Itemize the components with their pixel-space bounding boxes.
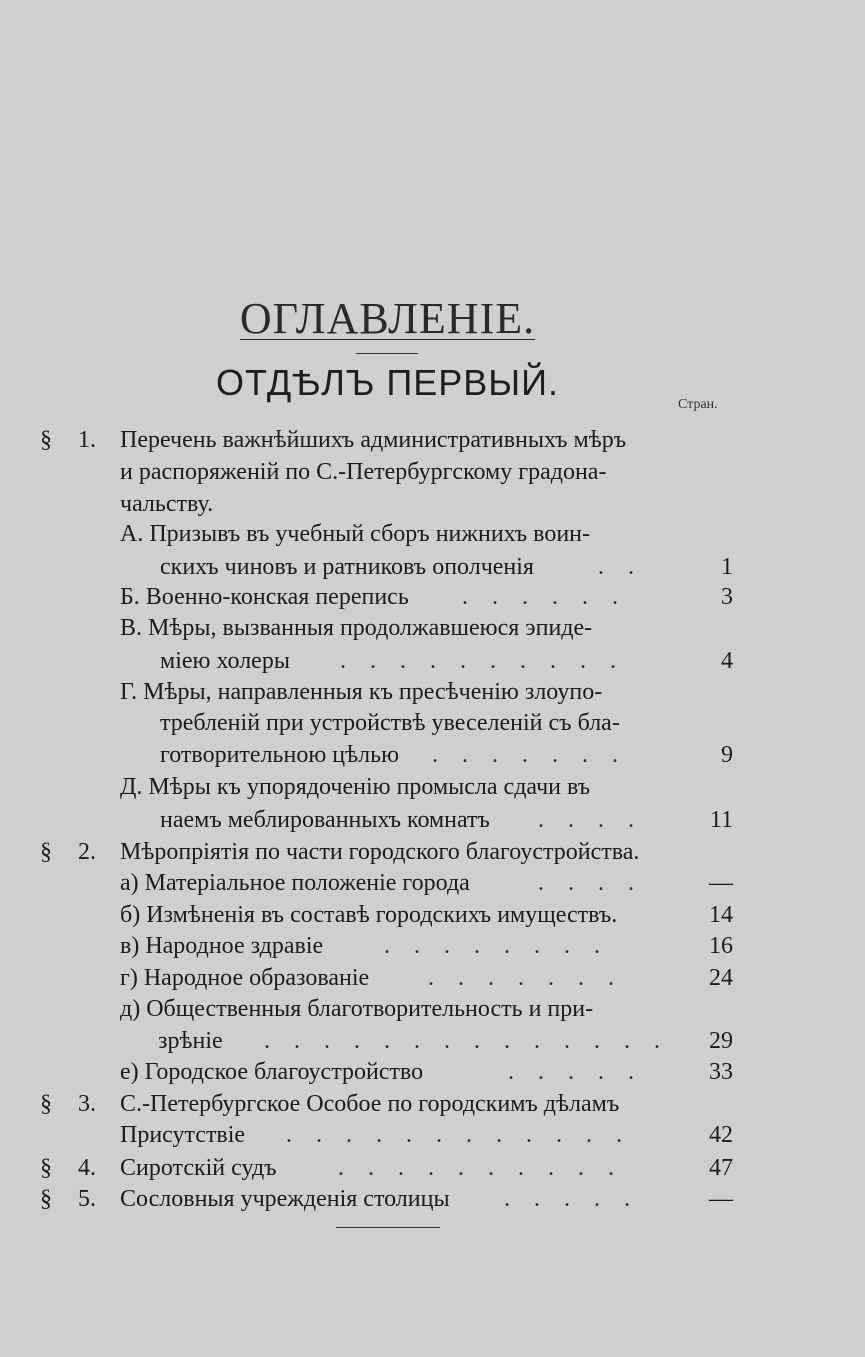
page-number: 33: [709, 1059, 733, 1085]
toc-line: [0, 1056, 865, 1088]
leader-dots: . . . . . . . . . .: [338, 1155, 623, 1181]
toc-entry-text: Мѣропріятія по части городского благоустройства.: [120, 839, 640, 865]
leader-dots: . . . . .: [504, 1186, 639, 1212]
page-number: —: [709, 870, 733, 896]
toc-entry-text: Присутствіе: [120, 1122, 246, 1148]
toc-entry-text: б) Измѣненія въ составѣ городскихъ имуществъ.: [120, 902, 618, 928]
toc-line: [0, 1183, 865, 1215]
page-number: 29: [709, 1028, 733, 1054]
toc-entry-text: и распоряженій по С.-Петербургскому градона-: [120, 459, 607, 485]
toc-line: [0, 962, 865, 994]
leader-dots: . . . .: [538, 870, 643, 896]
toc-entry-text: Сиротскій судъ: [120, 1155, 277, 1181]
page-number: 24: [709, 965, 733, 991]
toc-entry-text: готворительною цѣлью: [160, 742, 399, 768]
toc-entry-text: Перечень важнѣйшихъ административныхъ мѣръ: [120, 427, 627, 453]
leader-dots: . .: [598, 554, 643, 580]
toc-entry-text: скихъ чиновъ и ратниковъ ополченія: [160, 554, 534, 580]
toc-line: [0, 867, 865, 899]
toc-entry-text: наемъ меблированныхъ комнатъ: [160, 807, 490, 833]
toc-entry-text: Д. Мѣры къ упорядоченію промысла сдачи въ: [120, 774, 591, 800]
toc-entry-text: чальству.: [120, 491, 214, 517]
leader-dots: . . . . . . .: [428, 965, 623, 991]
toc-line: [0, 424, 865, 456]
toc-line: [0, 930, 865, 962]
toc-entry-text: С.-Петербургское Особое по городскимъ дѣламъ: [120, 1091, 620, 1117]
section-heading: ОТДѢЛЪ ПЕРВЫЙ.: [216, 362, 559, 403]
toc-entry-text: а) Матеріальное положеніе города: [120, 870, 470, 896]
page-number: 42: [709, 1122, 733, 1148]
toc-line: [0, 707, 865, 739]
toc-line: [0, 581, 865, 613]
toc-line: [0, 612, 865, 644]
leader-dots: . . . . . . . . . . . . . .: [264, 1028, 669, 1054]
toc-line: [0, 993, 865, 1025]
section-sign: §: [40, 427, 52, 453]
toc-entry-text: требленій при устройствѣ увеселеній съ бла-: [160, 710, 620, 736]
toc-entry-text: міею холеры: [160, 648, 290, 674]
page-number: 14: [709, 902, 733, 928]
page-number: 4: [721, 648, 733, 674]
toc-line: [0, 551, 865, 583]
toc-line: [0, 1025, 865, 1057]
page-number: 47: [709, 1155, 733, 1181]
page-number: 1: [721, 554, 733, 580]
toc-line: [0, 456, 865, 488]
toc-line: [0, 836, 865, 868]
toc-entry-text: г) Народное образованіе: [120, 965, 370, 991]
leader-dots: . . . . .: [508, 1059, 643, 1085]
toc-line: [0, 645, 865, 677]
leader-dots: . . . . . . . .: [384, 933, 609, 959]
end-divider: [336, 1227, 440, 1228]
title-divider: [356, 353, 418, 354]
section-sign: §: [40, 839, 52, 865]
toc-entry-text: е) Городское благоустройство: [120, 1059, 424, 1085]
section-number: 2.: [78, 839, 96, 865]
page-column-header: Стран.: [678, 397, 718, 412]
leader-dots: . . . . . . .: [432, 742, 627, 768]
page-number: 11: [709, 807, 733, 833]
leader-dots: . . . . . . . . . .: [340, 648, 625, 674]
toc-line: [0, 518, 865, 550]
leader-dots: . . . . . .: [462, 584, 627, 610]
section-sign: §: [40, 1155, 52, 1181]
section-sign: §: [40, 1091, 52, 1117]
page-number: —: [709, 1186, 733, 1212]
page-number: 16: [709, 933, 733, 959]
page-number: 3: [721, 584, 733, 610]
section-number: 3.: [78, 1091, 96, 1117]
section-number: 5.: [78, 1186, 96, 1212]
toc-line: [0, 899, 865, 931]
toc-line: [0, 1119, 865, 1151]
toc-entry-text: Б. Военно-конская перепись: [120, 584, 409, 610]
toc-entry-text: Сословныя учрежденія столицы: [120, 1186, 450, 1212]
toc-line: [0, 804, 865, 836]
toc-entry-text: зрѣніе: [158, 1028, 223, 1054]
toc-line: [0, 488, 865, 520]
page-title: ОГЛАВЛЕНІЕ.: [239, 294, 536, 343]
leader-dots: . . . . . . . . . . . .: [286, 1122, 631, 1148]
leader-dots: . . . .: [538, 807, 643, 833]
toc-line: [0, 739, 865, 771]
toc-line: [0, 771, 865, 803]
section-sign: §: [40, 1186, 52, 1212]
toc-line: [0, 1152, 865, 1184]
toc-line: [0, 676, 865, 708]
toc-entry-text: Г. Мѣры, направленныя къ пресѣченію злоупо-: [120, 679, 603, 705]
toc-entry-text: в) Народное здравіе: [120, 933, 324, 959]
toc-line: [0, 1088, 865, 1120]
page-number: 9: [721, 742, 733, 768]
toc-entry-text: д) Общественныя благотворительность и при-: [120, 996, 594, 1022]
section-number: 1.: [78, 427, 96, 453]
section-number: 4.: [78, 1155, 96, 1181]
toc-entry-text: А. Призывъ въ учебный сборъ нижнихъ воин-: [120, 521, 591, 547]
toc-entry-text: В. Мѣры, вызванныя продолжавшеюся эпиде-: [120, 615, 593, 641]
